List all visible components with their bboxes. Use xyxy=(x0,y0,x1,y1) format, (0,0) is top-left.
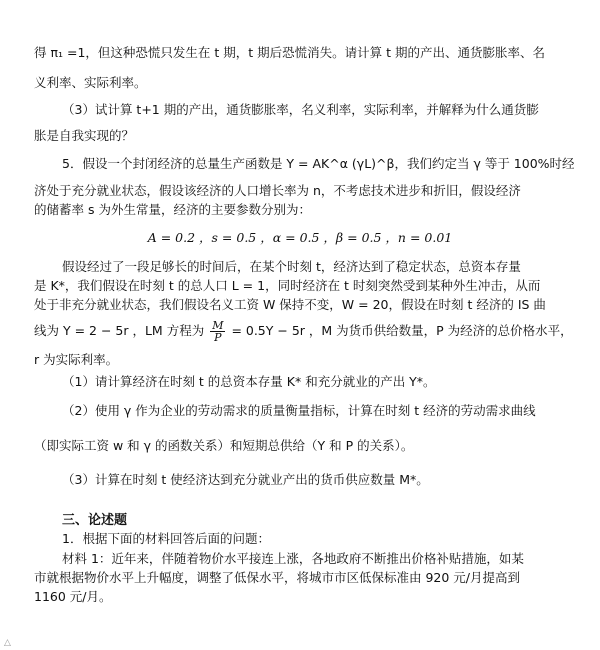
fraction-denominator: P xyxy=(214,331,222,344)
text-line: 胀是自我实现的？ xyxy=(34,128,135,143)
parameter-equation: A = 0.2 ，s = 0.5 ，α = 0.5 ，β = 0.5 ，n = 0.01 xyxy=(147,230,453,245)
text-line: （2）使用 γ 作为企业的劳动需求的质量衡量指标，计算在时刻 t 经济的劳动需求曲线 xyxy=(62,403,536,418)
text-line: r 为实际利率。 xyxy=(34,352,119,367)
text-line: 1．根据下面的材料回答后面的问题： xyxy=(62,531,270,546)
text-line: （3）试计算 t+1 期的产出，通货膨胀率，名义利率，实际利率，并解释为什么通货膨 xyxy=(62,102,539,117)
text-line: 济处于充分就业状态，假设该经济的人口增长率为 n，不考虑技术进步和折旧，假设经济 xyxy=(34,183,521,198)
text-line: （1）请计算经济在时刻 t 的总资本存量 K* 和充分就业的产出 Y*。 xyxy=(62,374,436,389)
text-line: 材料 1：近年来，伴随着物价水平接连上涨，各地政府不断推出价格补贴措施，如某 xyxy=(62,551,524,566)
text-segment: 线为 Y = 2 − 5r ，LM 方程为 xyxy=(34,323,205,338)
text-line: 1160 元/月。 xyxy=(34,589,112,604)
text-line: 的储蓄率 s 为外生常量，经济的主要参数分别为： xyxy=(34,202,311,217)
fraction-numerator: M xyxy=(212,319,224,332)
text-line: 处于非充分就业状态，我们假设名义工资 W 保持不变，W = 20，假设在时刻 t 经济的 IS 曲 xyxy=(34,297,546,312)
text-segment: = 0.5Y − 5r ，M 为货币供给数量，P 为经济的总价格水平， xyxy=(231,323,573,338)
text-line: 5．假设一个封闭经济的总量生产函数是 Y = AK^α (γL)^β，我们约定当 γ 等于 100%时经 xyxy=(62,156,575,171)
fraction-m-over-p xyxy=(210,320,225,343)
section-heading: 三、论述题 xyxy=(62,513,128,528)
text-line: 假设经过了一段足够长的时间后，在某个时刻 t，经济达到了稳定状态，总资本存量 xyxy=(62,259,521,274)
text-line: 是 K*，我们假设在时刻 t 的总人口 L = 1，同时经济在 t 时刻突然受到某种外生冲击，从而 xyxy=(34,278,541,293)
text-line: （即实际工资 w 和 γ 的函数关系）和短期总供给（Y 和 P 的关系）。 xyxy=(34,438,414,453)
text-line: 得 π₁ =1，但这种恐慌只发生在 t 期，t 期后恐慌消失。请计算 t 期的产出、通货膨胀率、名 xyxy=(34,45,545,60)
text-line: 市就根据物价水平上升幅度，调整了低保水平，将城市市区低保标准由 920 元/月提高到 xyxy=(34,570,521,585)
corner-mark-icon: △ xyxy=(4,638,11,648)
text-line: （3）计算在时刻 t 使经济达到充分就业产出的货币供应数量 M*。 xyxy=(62,472,429,487)
text-line: 义利率、实际利率。 xyxy=(34,75,147,90)
text-line-with-fraction xyxy=(34,320,574,343)
